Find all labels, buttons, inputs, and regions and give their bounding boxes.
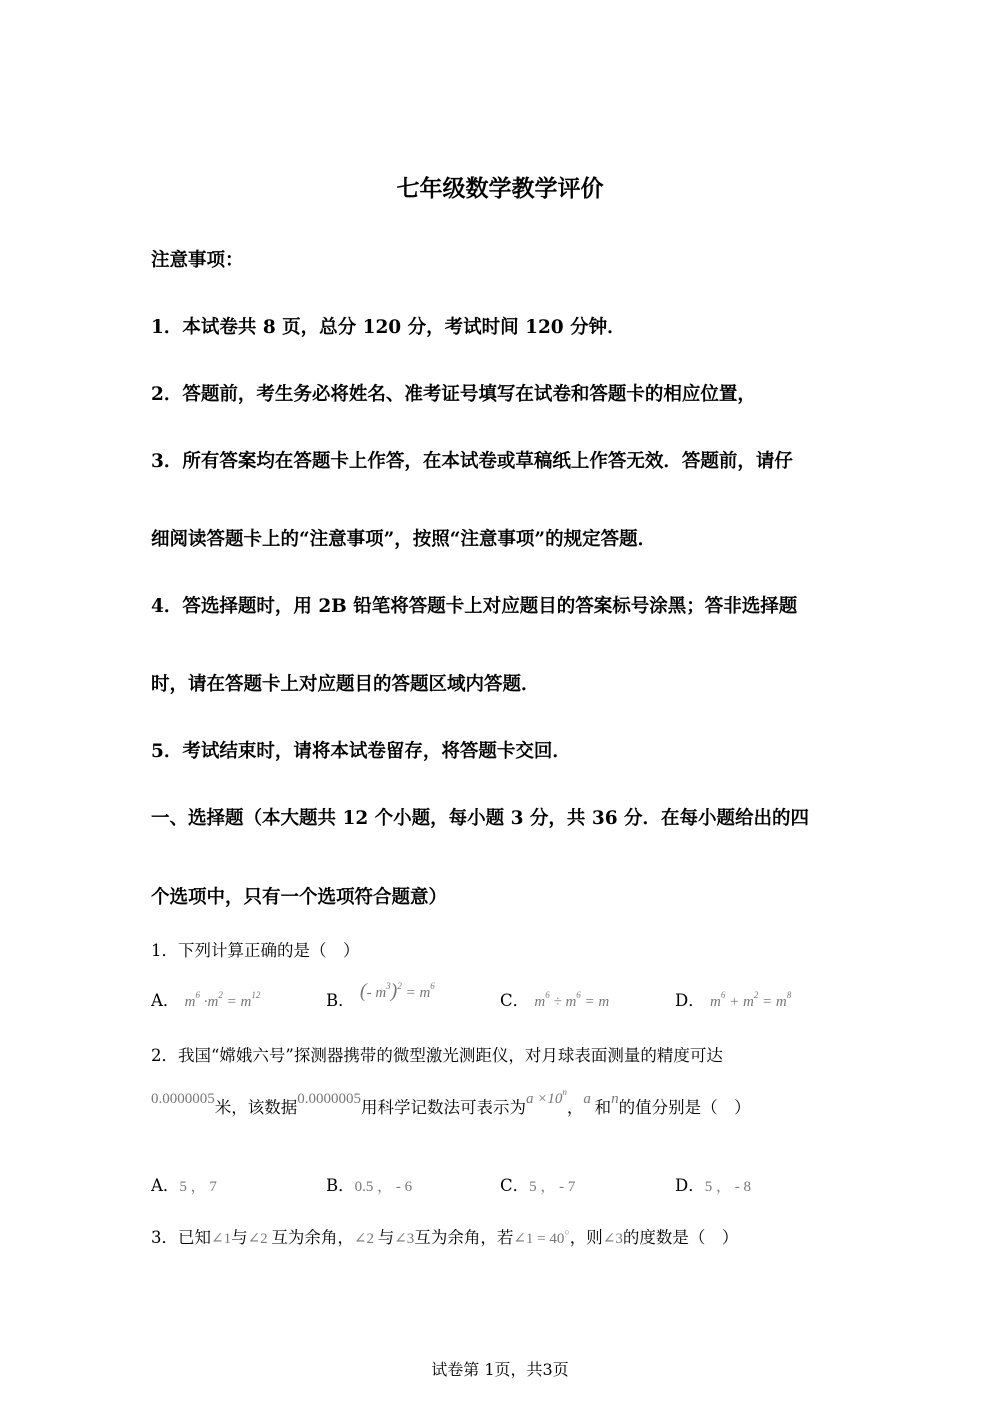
q2-option-d — [675, 1172, 751, 1196]
q2-text-c: 的值分别是（ ） — [618, 1098, 751, 1117]
section-heading-cont: 个选项中，只有一个选项符合题意） — [151, 887, 448, 908]
q3-t1: 与 — [231, 1228, 248, 1247]
q3-angle-1: ∠1 — [211, 1231, 232, 1247]
q2-option-a-value: 5 ， 7 — [179, 1179, 217, 1195]
q1-option-a-formula: $m^6 \cdot m^2 = m^{12}$ — [184, 990, 261, 1010]
q3-angle-equation: ∠1 = 40○ — [513, 1227, 570, 1247]
note-line-3-cont: 细阅读答题卡上的“注意事项”，按照“注意事项”的规定答题． — [151, 529, 657, 550]
q2-option-b-value: 0.5 ， - 6 — [354, 1179, 413, 1195]
q1-option-a-label: A． — [151, 991, 180, 1010]
question-1-stem: 1．下列计算正确的是（ ） — [151, 941, 360, 960]
q2-comma: ， — [566, 1098, 584, 1117]
q2-number-1: 0.0000005 — [151, 1091, 215, 1107]
note-line-4-cont: 时，请在答题卡上对应题目的答题区域内答题． — [151, 674, 540, 695]
question-2-stem-cont — [151, 1087, 751, 1118]
q3-t6: 的度数是（ ） — [622, 1228, 739, 1247]
note-line-5: 5．考试结束时，请将本试卷留存，将答题卡交回． — [151, 741, 571, 762]
q1-option-c-formula: $m^6 \div m^6 = m$ — [534, 990, 610, 1010]
note-line-2: 2．答题前，考生务必将姓名、准考证号填写在试卷和答题卡的相应位置， — [151, 384, 756, 405]
q2-var-n: n — [611, 1091, 619, 1107]
q2-option-a — [151, 1172, 217, 1196]
notes-heading: 注意事项： — [151, 250, 244, 271]
q2-option-c-value: 5 ， - 7 — [529, 1179, 576, 1195]
q3-angle-2b: ∠2 — [353, 1231, 378, 1247]
q2-text-b: 用科学记数法可表示为 — [361, 1098, 526, 1117]
q2-option-d-value: 5 ， - 8 — [704, 1179, 751, 1195]
q3-angle-3: ∠3 — [394, 1231, 415, 1247]
page-title: 七年级数学教学评价 — [396, 175, 604, 202]
page-footer: 试卷第 1页，共3页 — [431, 1360, 569, 1379]
q2-and: 和 — [594, 1098, 612, 1117]
q3-prefix: 3．已知 — [151, 1228, 211, 1247]
q2-var-a: a — [583, 1091, 595, 1107]
q2-option-d-label: D． — [675, 1176, 705, 1195]
q3-angle-3b: ∠3 — [602, 1231, 623, 1247]
q3-t5: ，则 — [569, 1228, 603, 1247]
q3-t2: 互为余角， — [271, 1228, 354, 1247]
note-line-1: 1．本试卷共 8 页，总分 120 分，考试时间 120 分钟． — [151, 317, 626, 338]
q1-option-d-label: D． — [675, 991, 705, 1010]
q3-t3: 与 — [377, 1228, 395, 1247]
q1-option-a — [151, 987, 260, 1011]
q3-angle-2: ∠2 — [247, 1231, 272, 1247]
q1-option-b — [326, 980, 435, 1012]
q2-option-c — [500, 1172, 575, 1196]
q1-option-c-label: C． — [500, 991, 530, 1010]
q2-option-a-label: A． — [151, 1176, 180, 1195]
q1-option-d — [675, 987, 791, 1011]
q2-sci-notation: $a \times 10^n$ — [526, 1087, 567, 1107]
q2-option-c-label: C． — [500, 1176, 530, 1195]
note-line-4: 4．答选择题时，用 2B 铅笔将答题卡上对应题目的答案标号涂黑；答非选择题 — [151, 596, 798, 617]
q1-option-b-label: B． — [326, 991, 355, 1010]
question-3-stem — [151, 1224, 738, 1248]
q2-option-b — [326, 1172, 412, 1196]
q2-option-b-label: B． — [326, 1176, 355, 1195]
q3-t4: 互为余角，若 — [414, 1228, 514, 1247]
question-2-stem: 2．我国“嫦娥六号”探测器携带的微型激光测距仪，对月球表面测量的精度可达 — [151, 1046, 723, 1065]
section-heading: 一、选择题（本大题共 12 个小题，每小题 3 分，共 36 分．在每小题给出的四 — [151, 808, 810, 829]
q1-option-c — [500, 987, 609, 1011]
note-line-3: 3．所有答案均在答题卡上作答，在本试卷或草稿纸上作答无效．答题前，请仔 — [151, 451, 793, 472]
q1-option-d-formula: $m^6 + m^2 = m^8$ — [709, 990, 792, 1010]
q1-option-b-formula: (- $m^3)^2 = m^6$ — [359, 980, 435, 1002]
q2-text-a: 米，该数据 — [214, 1098, 298, 1117]
q2-number-2: 0.0000005 — [297, 1091, 361, 1107]
